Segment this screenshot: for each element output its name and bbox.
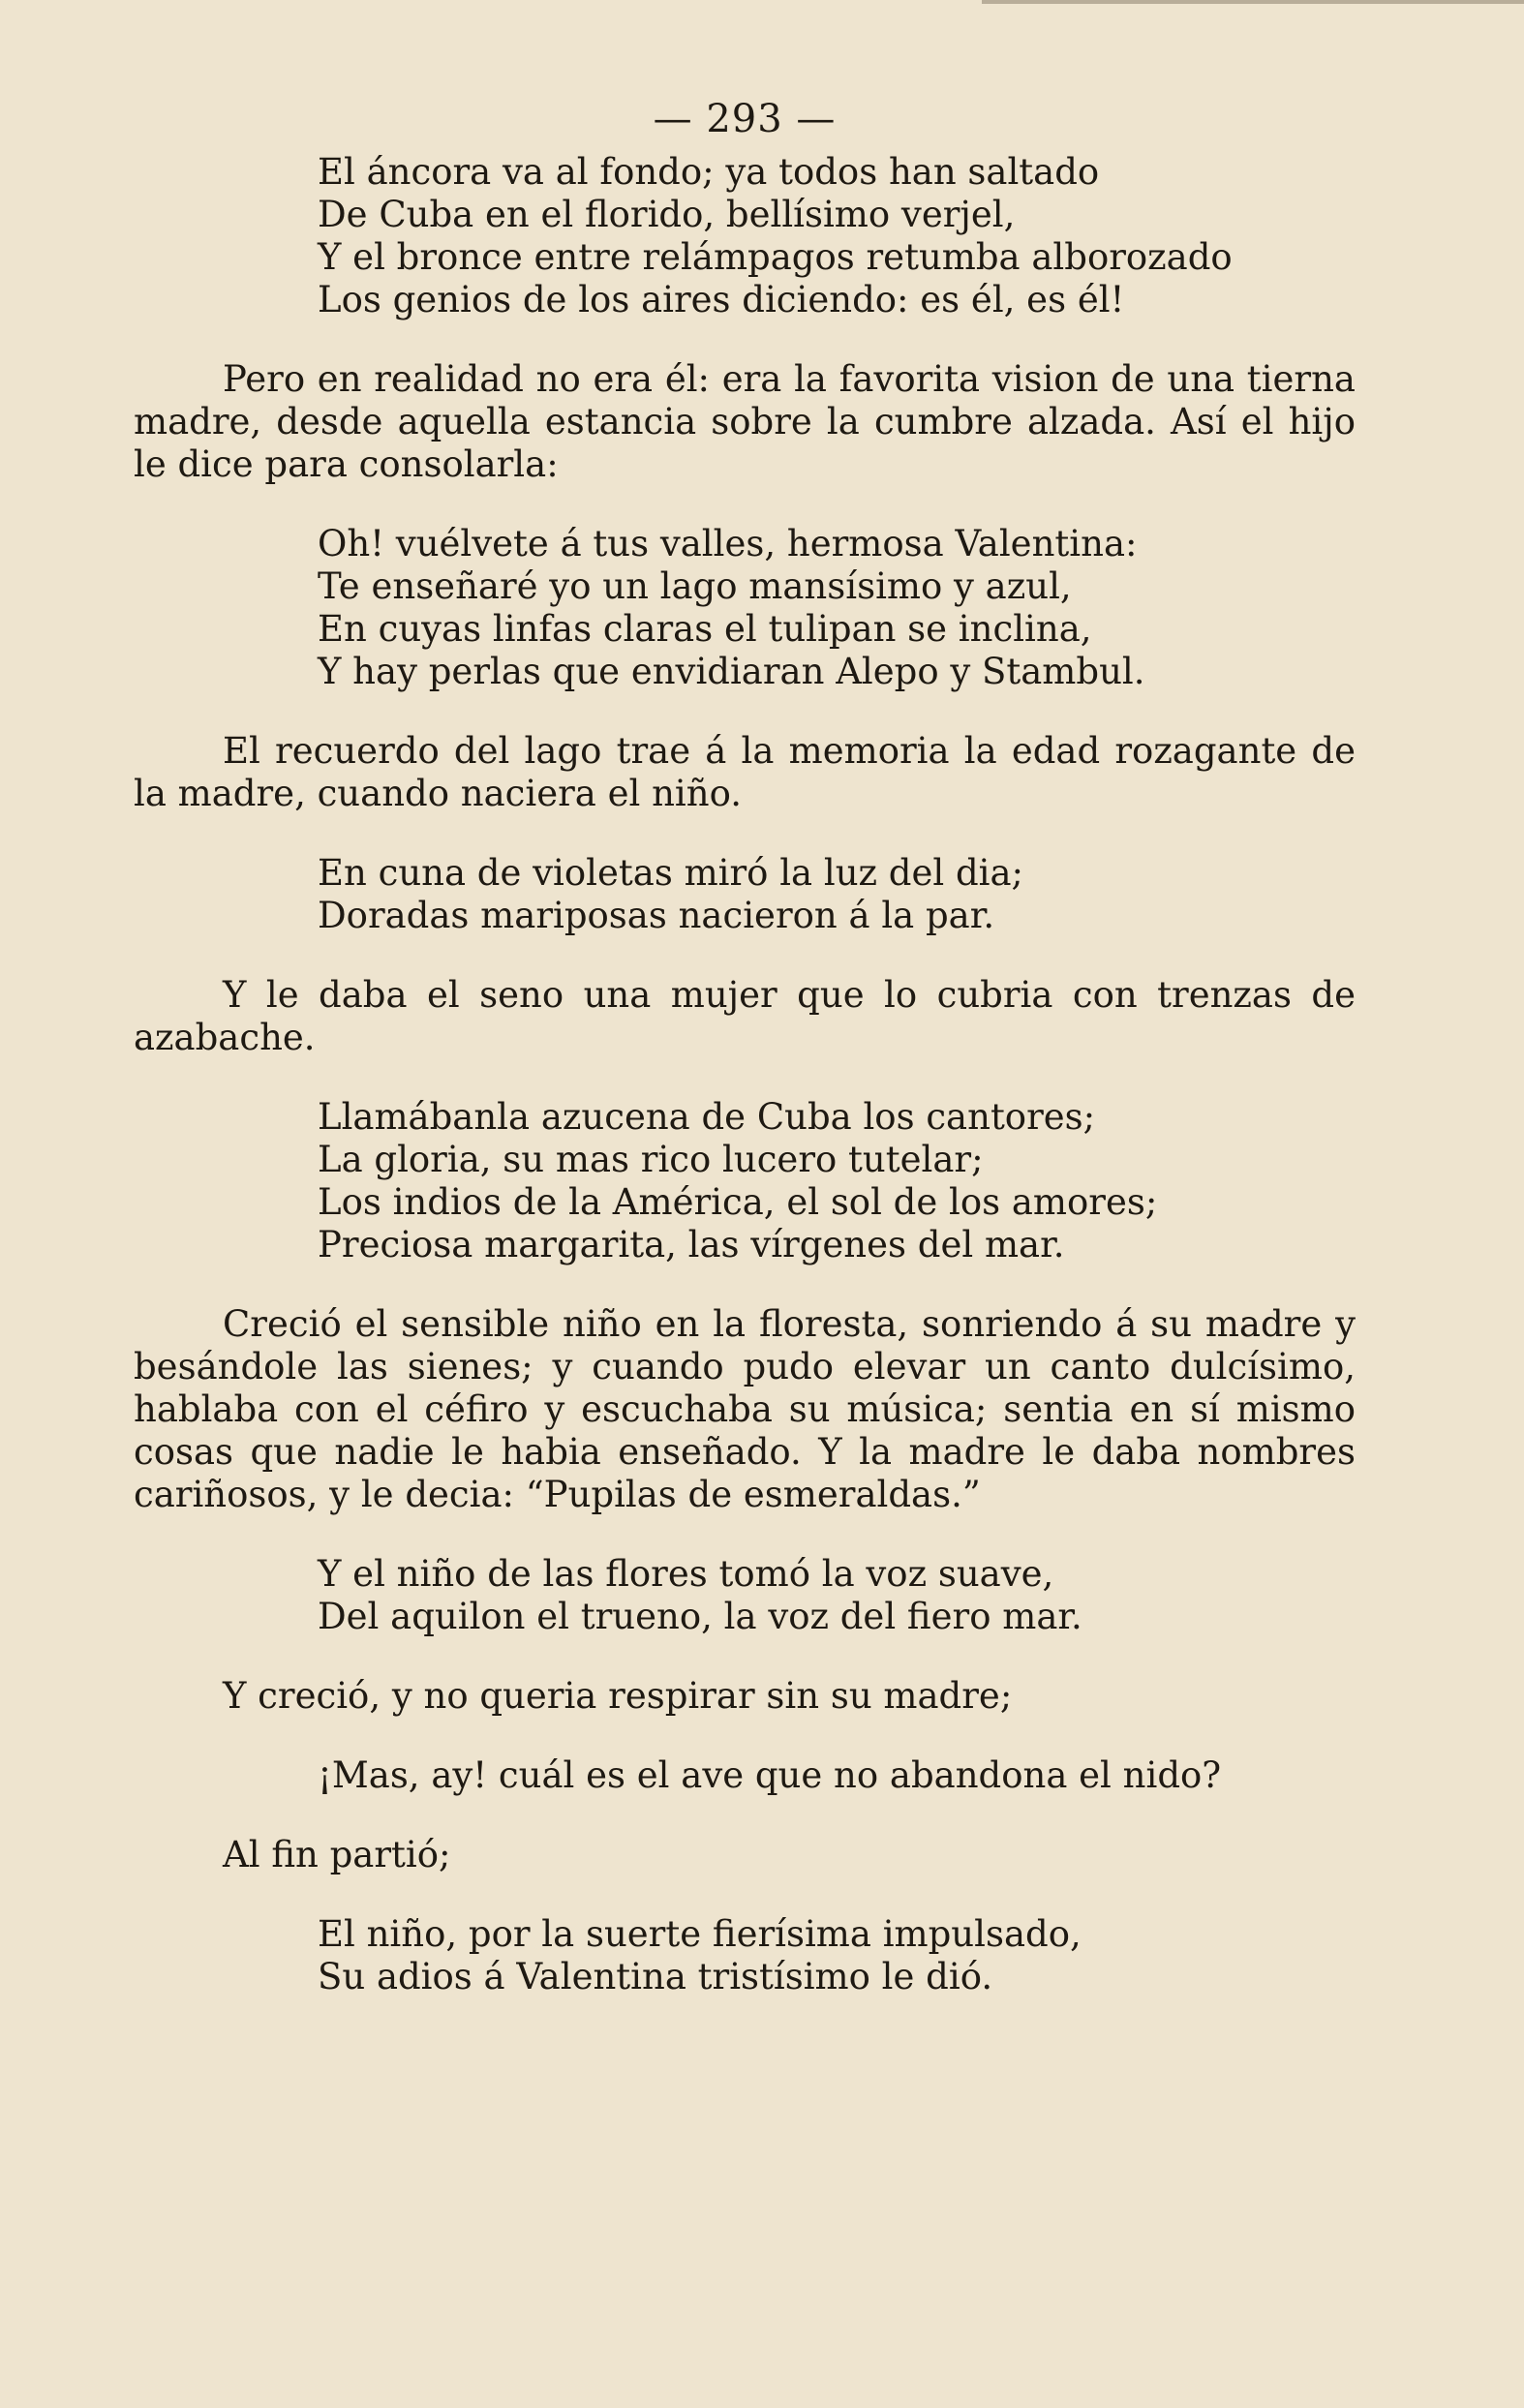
verse-line: Los indios de la América, el sol de los amores;	[318, 1181, 1158, 1223]
verse-line: Y el niño de las flores tomó la voz suave,	[318, 1553, 1054, 1595]
verse-line: Los genios de los aires diciendo: es él, es él!	[318, 279, 1125, 320]
verse-line: ¡Mas, ay! cuál es el ave que no abandona el nido?	[318, 1754, 1222, 1796]
verse-stanza-2	[318, 523, 1356, 693]
verse-line: Llamábanla azucena de Cuba los cantores;	[318, 1096, 1096, 1138]
prose-paragraph-2: El recuerdo del lago trae á la memoria la edad rozagante de la madre, cuando naciera el niño.	[134, 730, 1356, 814]
prose-line-2: Al fin partió;	[223, 1834, 451, 1875]
verse-stanza-3	[318, 852, 1356, 937]
verse-line: En cuyas linfas claras el tulipan se inclina,	[318, 608, 1092, 650]
prose-line-1: Y creció, y no queria respirar sin su madre;	[223, 1675, 1013, 1717]
verse-stanza-5	[318, 1553, 1356, 1638]
verse-line: Preciosa margarita, las vírgenes del mar.	[318, 1224, 1065, 1265]
verse-line: El niño, por la suerte fierísima impulsado,	[318, 1913, 1082, 1955]
verse-stanza-7	[318, 1913, 1356, 1998]
verse-line: En cuna de violetas miró la luz del dia;	[318, 852, 1023, 894]
prose-paragraph-4: Creció el sensible niño en la floresta, sonriendo á su madre y besándole las sienes; y cuando pudo elevar un canto dulcísimo, hablaba con el céfiro y escuchaba su música; sentia en sí mismo cosas que nadie le habia enseñado. Y la madre le daba nombres cariñosos, y le decia: “Pupilas de esmeraldas.”	[134, 1303, 1356, 1515]
verse-line: El áncora va al fondo; ya todos han saltado	[318, 151, 1100, 193]
verse-line: Oh! vuélvete á tus valles, hermosa Valentina:	[318, 523, 1138, 564]
page-content	[134, 97, 1356, 1998]
page-number: — 293 —	[653, 97, 837, 141]
verse-line: La gloria, su mas rico lucero tutelar;	[318, 1139, 984, 1180]
prose-paragraph-3: Y le daba el seno una mujer que lo cubria con trenzas de azabache.	[134, 974, 1356, 1058]
verse-line: Del aquilon el trueno, la voz del fiero mar.	[318, 1596, 1082, 1637]
verse-line: Y el bronce entre relámpagos retumba alborozado	[318, 236, 1233, 278]
verse-line: Te enseñaré yo un lago mansísimo y azul,	[318, 565, 1072, 607]
page-edge-line	[982, 0, 1524, 4]
verse-stanza-1	[318, 151, 1356, 321]
verse-line: Doradas mariposas nacieron á la par.	[318, 895, 995, 936]
verse-line: Y hay perlas que envidiaran Alepo y Stambul.	[318, 651, 1145, 692]
verse-line: De Cuba en el florido, bellísimo verjel,	[318, 194, 1016, 235]
prose-paragraph-1: Pero en realidad no era él: era la favorita vision de una tierna madre, desde aquella estancia sobre la cumbre alzada. Así el hijo le dice para consolarla:	[134, 358, 1356, 485]
verse-stanza-6	[318, 1754, 1356, 1797]
verse-line: Su adios á Valentina tristísimo le dió.	[318, 1956, 993, 1997]
verse-stanza-4	[318, 1096, 1356, 1266]
